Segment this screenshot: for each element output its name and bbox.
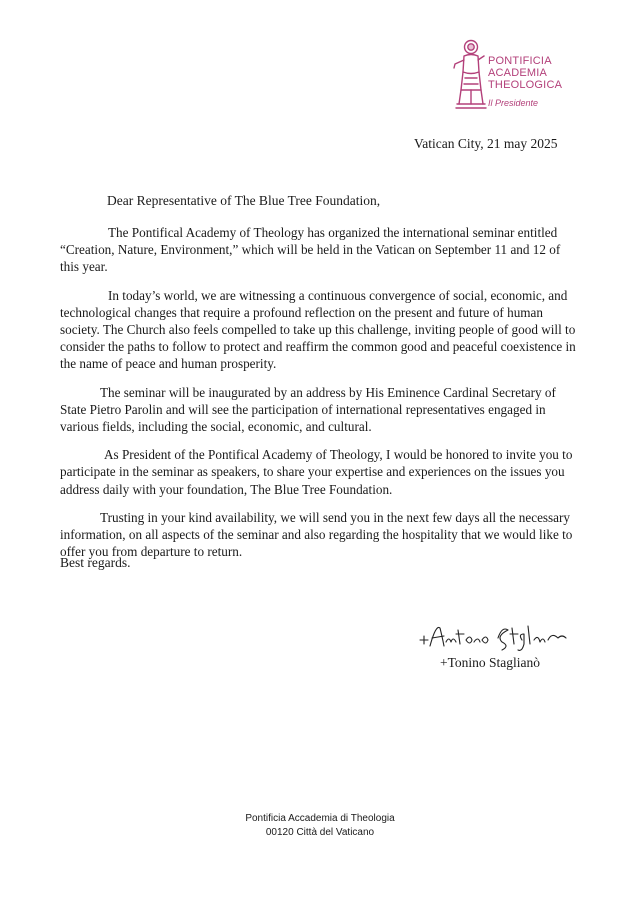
paragraph: The seminar will be inaugurated by an address by His Eminence Cardinal Secretary of State Pietro Parolin and will see the participation of international representatives engaged in various fields, including the social, economic, and cultural. [60, 384, 556, 435]
seated-figure-emblem-icon [451, 38, 487, 114]
paragraph: Trusting in your kind availability, we will send you in the next few days all the necessary information, on all aspects of the seminar and also regarding the hospitality that we would like to offer you from departure to return. [60, 509, 573, 560]
footer-line: Pontificia Accademia di Theologia [245, 813, 395, 824]
paragraph: In today’s world, we are witnessing a continuous convergence of social, economic, and technological changes that require a profound reflection on the present and future of human society. The Church also feels compelled to take up this challenge, inviting people of good will to consider the paths to follow to protect and reaffirm the common good and peaceful coexistence in the name of peace and human prosperity. [60, 287, 576, 372]
letterhead-line: THEOLOGICA [488, 79, 563, 91]
letterhead-line: ACADEMIA [488, 67, 548, 79]
paragraph: As President of the Pontifical Academy of Theology, I would be honored to invite you to participate in the seminar as speakers, to share your expertise and experiences on the issues you address daily with your foundation, The Blue Tree Foundation. [60, 447, 573, 497]
letterhead-name [488, 55, 562, 91]
paragraph: The Pontifical Academy of Theology has organized the international seminar entitled “Creation, Nature, Environment,” which will be held in the Vatican on September 11 and 12 of this year. [60, 225, 561, 275]
signer-name: +Tonino Staglianò [440, 655, 541, 670]
letter-date: Vatican City, 21 may 2025 [414, 136, 558, 151]
footer-line: 00120 Città del Vaticano [265, 827, 375, 838]
letterhead-logo [451, 38, 561, 114]
footer [0, 812, 640, 840]
letterhead-line: PONTIFICIA [488, 55, 552, 67]
letterhead-subtitle: Il Presidente [488, 98, 539, 108]
letter-body [60, 224, 576, 571]
handwritten-signature [418, 616, 568, 656]
salutation: Dear Representative of The Blue Tree Foundation, [107, 193, 381, 208]
closing: Best regards. [60, 555, 131, 570]
